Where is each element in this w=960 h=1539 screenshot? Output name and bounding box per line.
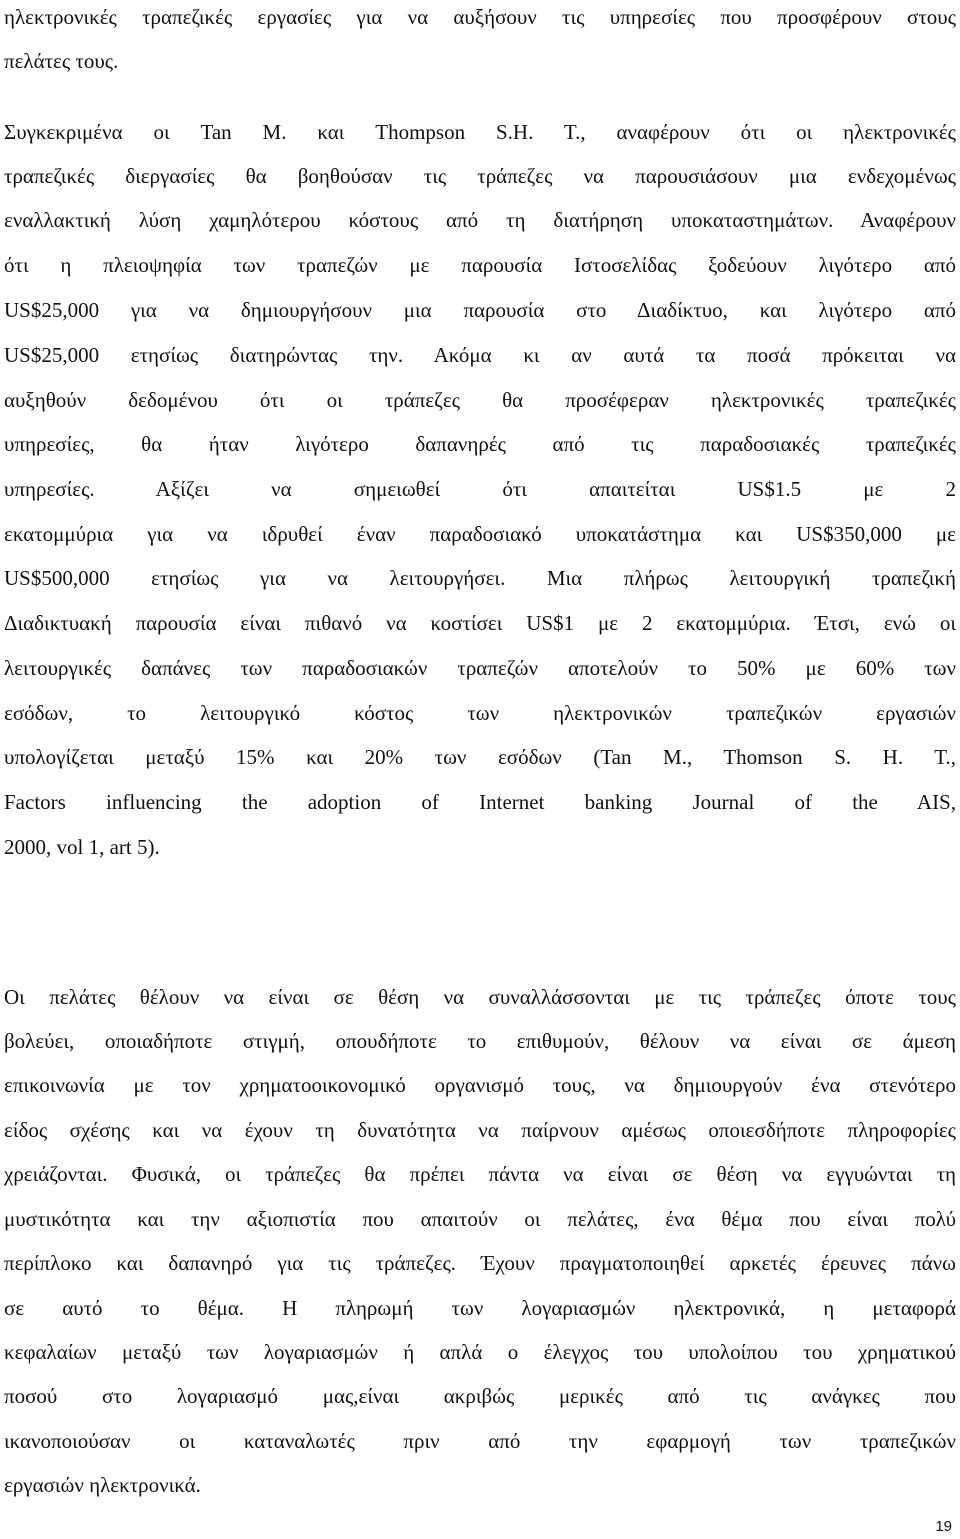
text-line: US$500,000 ετησίως για να λειτουργήσει. Μια πλήρως λειτουργική τραπεζική [4, 566, 956, 590]
text-line: περίπλοκο και δαπανηρό για τις τράπεζες. Έχουν πραγματοποιηθεί αρκετές έρευνες πάνω [4, 1251, 956, 1275]
text-line: υπηρεσίες. Αξίζει να σημειωθεί ότι απαιτείται US$1.5 με 2 [4, 477, 956, 501]
text-line: ότι η πλειοψηφία των τραπεζών με παρουσία Ιστοσελίδας ξοδεύουν λιγότερο από [4, 253, 956, 277]
text-line: είδος σχέσης και να έχουν τη δυνατότητα να παίρνουν αμέσως οποιεσδήποτε πληροφορίες [4, 1118, 956, 1142]
text-line: Factors influencing the adoption of Internet banking Journal of the AIS, [4, 790, 956, 814]
text-line: ικανοποιούσαν οι καταναλωτές πριν από την εφαρμογή των τραπεζικών [4, 1429, 956, 1453]
text-line: αυξηθούν δεδομένου ότι οι τράπεζες θα προσέφεραν ηλεκτρονικές τραπεζικές [4, 388, 956, 412]
text-line: υπηρεσίες, θα ήταν λιγότερο δαπανηρές από τις παραδοσιακές τραπεζικές [4, 432, 956, 456]
text-line: υπολογίζεται μεταξύ 15% και 20% των εσόδων (Tan M., Thomson S. H. T., [4, 745, 956, 769]
text-line: ηλεκτρονικές τραπεζικές εργασίες για να αυξήσουν τις υπηρεσίες που προσφέρουν στους [4, 5, 956, 29]
text-line: μυστικότητα και την αξιοπιστία που απαιτούν οι πελάτες, ένα θέμα που είναι πολύ [4, 1207, 956, 1231]
text-line: 2000, vol 1, art 5). [4, 835, 160, 859]
text-line: πελάτες τους. [4, 49, 119, 73]
text-line: εναλλακτική λύση χαμηλότερου κόστους από τη διατήρηση υποκαταστημάτων. Αναφέρουν [4, 208, 956, 232]
text-line: βολεύει, οποιαδήποτε στιγμή, οπουδήποτε το επιθυμούν, θέλουν να είναι σε άμεση [4, 1029, 956, 1053]
text-line: τραπεζικές διεργασίες θα βοηθούσαν τις τράπεζες να παρουσιάσουν μια ενδεχομένως [4, 164, 956, 188]
page-number: 19 [935, 1518, 952, 1535]
text-line: σε αυτό το θέμα. Η πληρωμή των λογαριασμών ηλεκτρονικά, η μεταφορά [4, 1296, 956, 1320]
text-line: εργασιών ηλεκτρονικά. [4, 1473, 201, 1497]
text-line: εκατομμύρια για να ιδρυθεί έναν παραδοσιακό υποκατάστημα και US$350,000 με [4, 522, 956, 546]
text-line: US$25,000 ετησίως διατηρώντας την. Ακόμα κι αν αυτά τα ποσά πρόκειται να [4, 343, 956, 367]
text-line: λειτουργικές δαπάνες των παραδοσιακών τραπεζών αποτελούν το 50% με 60% των [4, 656, 956, 680]
text-line: επικοινωνία με τον χρηματοοικονομικό οργανισμό τους, να δημιουργούν ένα στενότερο [4, 1073, 956, 1097]
text-line: ποσού στο λογαριασμό μας,είναι ακριβώς μερικές από τις ανάγκες που [4, 1384, 956, 1408]
text-line: εσόδων, το λειτουργικό κόστος των ηλεκτρονικών τραπεζικών εργασιών [4, 701, 956, 725]
text-line: Διαδικτυακή παρουσία είναι πιθανό να κοστίσει US$1 με 2 εκατομμύρια. Έτσι, ενώ οι [4, 611, 956, 635]
text-line: κεφαλαίων μεταξύ των λογαριασμών ή απλά ο έλεγχος του υπολοίπου του χρηματικού [4, 1340, 956, 1364]
text-line: US$25,000 για να δημιουργήσουν μια παρουσία στο Διαδίκτυο, και λιγότερο από [4, 298, 956, 322]
text-line: Οι πελάτες θέλουν να είναι σε θέση να συναλλάσσονται με τις τράπεζες όποτε τους [4, 985, 956, 1009]
text-line: χρειάζονται. Φυσικά, οι τράπεζες θα πρέπει πάντα να είναι σε θέση να εγγυώνται τη [4, 1162, 956, 1186]
text-line: Συγκεκριμένα οι Tan M. και Thompson S.H. T., αναφέρουν ότι οι ηλεκτρονικές [4, 120, 956, 144]
